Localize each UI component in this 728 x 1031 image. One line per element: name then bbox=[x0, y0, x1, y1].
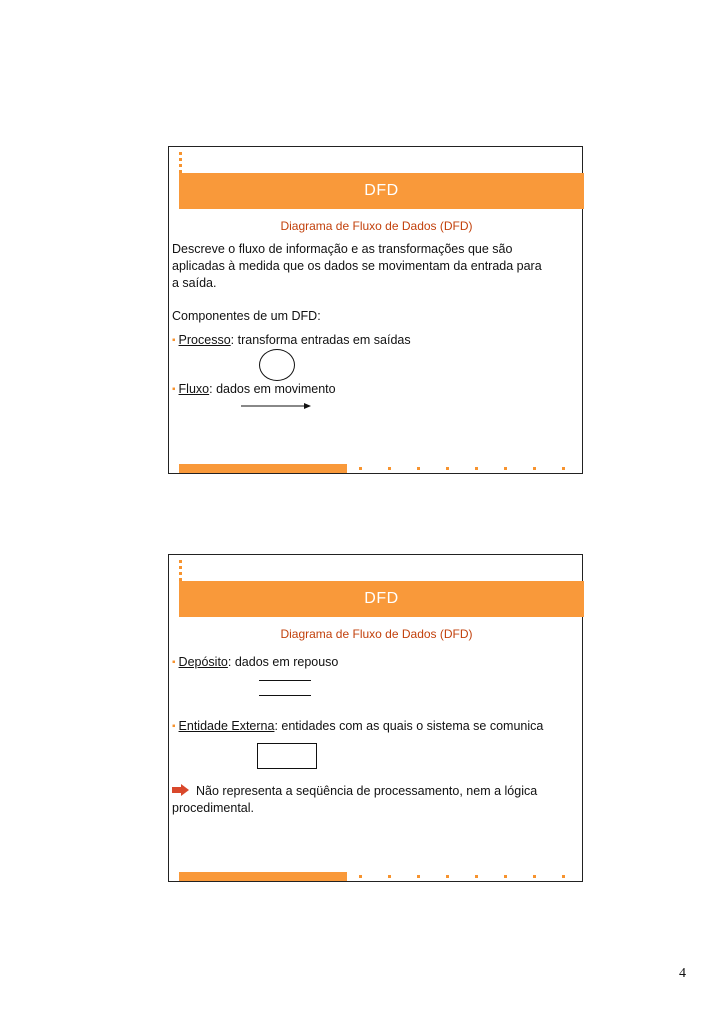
footer-bar bbox=[179, 872, 347, 881]
slide-subtitle: Diagrama de Fluxo de Dados (DFD) bbox=[280, 219, 473, 233]
term-description: : dados em movimento bbox=[209, 382, 336, 396]
term-description: : transforma entradas em saídas bbox=[230, 333, 411, 347]
data-store-line-top bbox=[259, 680, 311, 681]
bullet-icon: ▪ bbox=[172, 384, 176, 395]
slide-2 bbox=[168, 554, 583, 882]
slide-title: DFD bbox=[179, 173, 584, 209]
list-item-deposito bbox=[172, 654, 338, 672]
bullet-icon: ▪ bbox=[172, 721, 176, 732]
bullet-icon: ▪ bbox=[172, 657, 176, 668]
page-number: 4 bbox=[679, 966, 686, 981]
process-circle-symbol bbox=[259, 349, 295, 381]
data-store-line-bottom bbox=[259, 695, 311, 696]
slide-title: DFD bbox=[179, 581, 584, 617]
note: Não representa a seqüência de processamento, nem a lógica procedimental. bbox=[172, 784, 538, 815]
list-item-fluxo bbox=[172, 381, 336, 399]
list-item-processo bbox=[172, 332, 411, 350]
term: Entidade Externa bbox=[178, 719, 275, 733]
term: Depósito bbox=[178, 655, 228, 669]
right-arrow-icon bbox=[172, 784, 190, 796]
term-description: : entidades com as quais o sistema se comunica bbox=[274, 719, 544, 733]
term-description: : dados em repouso bbox=[227, 655, 339, 669]
flow-arrow-symbol bbox=[241, 401, 311, 411]
term: Fluxo bbox=[178, 382, 210, 396]
slide-1 bbox=[168, 146, 583, 474]
bullet-icon: ▪ bbox=[172, 335, 176, 346]
horizontal-dots-decoration bbox=[359, 875, 565, 878]
description: Descreve o fluxo de informação e as transformações que são aplicadas à medida que os dados se movimentam da entrada para a saída. bbox=[172, 242, 542, 290]
footer-bar bbox=[179, 464, 347, 473]
slide-subtitle: Diagrama de Fluxo de Dados (DFD) bbox=[280, 627, 473, 641]
term: Processo bbox=[178, 333, 231, 347]
components-heading: Componentes de um DFD: bbox=[172, 309, 321, 323]
external-entity-rectangle-symbol bbox=[257, 743, 317, 769]
list-item-entidade-externa bbox=[172, 718, 543, 736]
horizontal-dots-decoration bbox=[359, 467, 565, 470]
